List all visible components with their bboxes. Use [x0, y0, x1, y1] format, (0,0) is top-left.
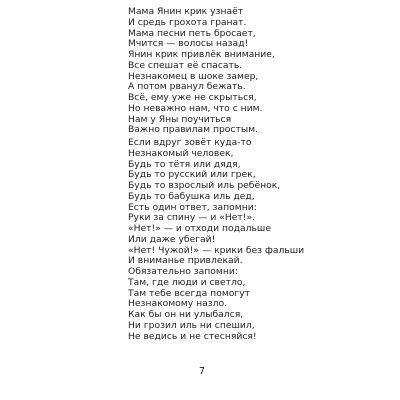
poem-line: «Нет! Чужой!» — крики без фальши	[128, 244, 305, 256]
poem-line: И вниманье привлекай.	[128, 255, 243, 267]
poem-line: Мама Янин крик узнаёт	[128, 6, 244, 17]
page-number: 7	[198, 366, 206, 377]
poem-line: Мчится — волосы назад!	[128, 38, 249, 50]
poem-line: Янин крик привлёк внимание,	[128, 49, 275, 60]
poem-line: Всё, ему уже не скрыться,	[128, 92, 257, 103]
poem-line: Все спешат её спасать.	[128, 59, 243, 71]
poem-line: Мама песни петь бросает,	[128, 27, 256, 39]
poem-line: Там, где люди и светло,	[128, 276, 246, 288]
poem-line: Будь то взрослый иль ребёнок,	[128, 180, 281, 191]
poem-line: Нам у Яны поучиться	[128, 113, 232, 125]
poem-line: Обязательно запомни:	[128, 266, 238, 277]
poem-stanza-2	[128, 138, 304, 342]
poem-line: Как бы он ни улыбался,	[128, 309, 244, 320]
poem-line: Не ведись и не стесняйся!	[128, 330, 257, 342]
poem-line: Незнакомому назло.	[128, 298, 228, 310]
poem-line: «Нет!» — и отходи подальше	[128, 223, 271, 234]
poem-line: Есть один ответ, запомни:	[128, 201, 257, 213]
poem-line: Важно правилам простым.	[128, 124, 258, 136]
poem-line: Руки за спину — и «Нет!».	[128, 212, 256, 224]
poem-line: Но неважно нам, что с ним.	[128, 102, 263, 114]
poem-line: Или даже убегай!	[128, 233, 216, 245]
poem-line: Незнакомец в шоке замер,	[128, 70, 259, 82]
poem-line: Ни грозил иль ни спешил,	[128, 319, 255, 331]
poem-line: Будь то тётя или дядя,	[128, 158, 241, 170]
poem-line: Если вдруг зовёт куда-то	[128, 137, 252, 148]
poem-line: Будь то русский или грек,	[128, 169, 256, 181]
poem-line: Будь то бабушка иль дед,	[128, 190, 255, 202]
poem-line: Незнакомый человек,	[128, 147, 234, 159]
poem-line: И средь грохота гранат.	[128, 16, 247, 28]
poem-stanza-1	[128, 7, 275, 136]
poem-line: А потом рванул бежать.	[128, 81, 246, 93]
poem-line: Там тебе всегда помогут	[128, 287, 250, 299]
